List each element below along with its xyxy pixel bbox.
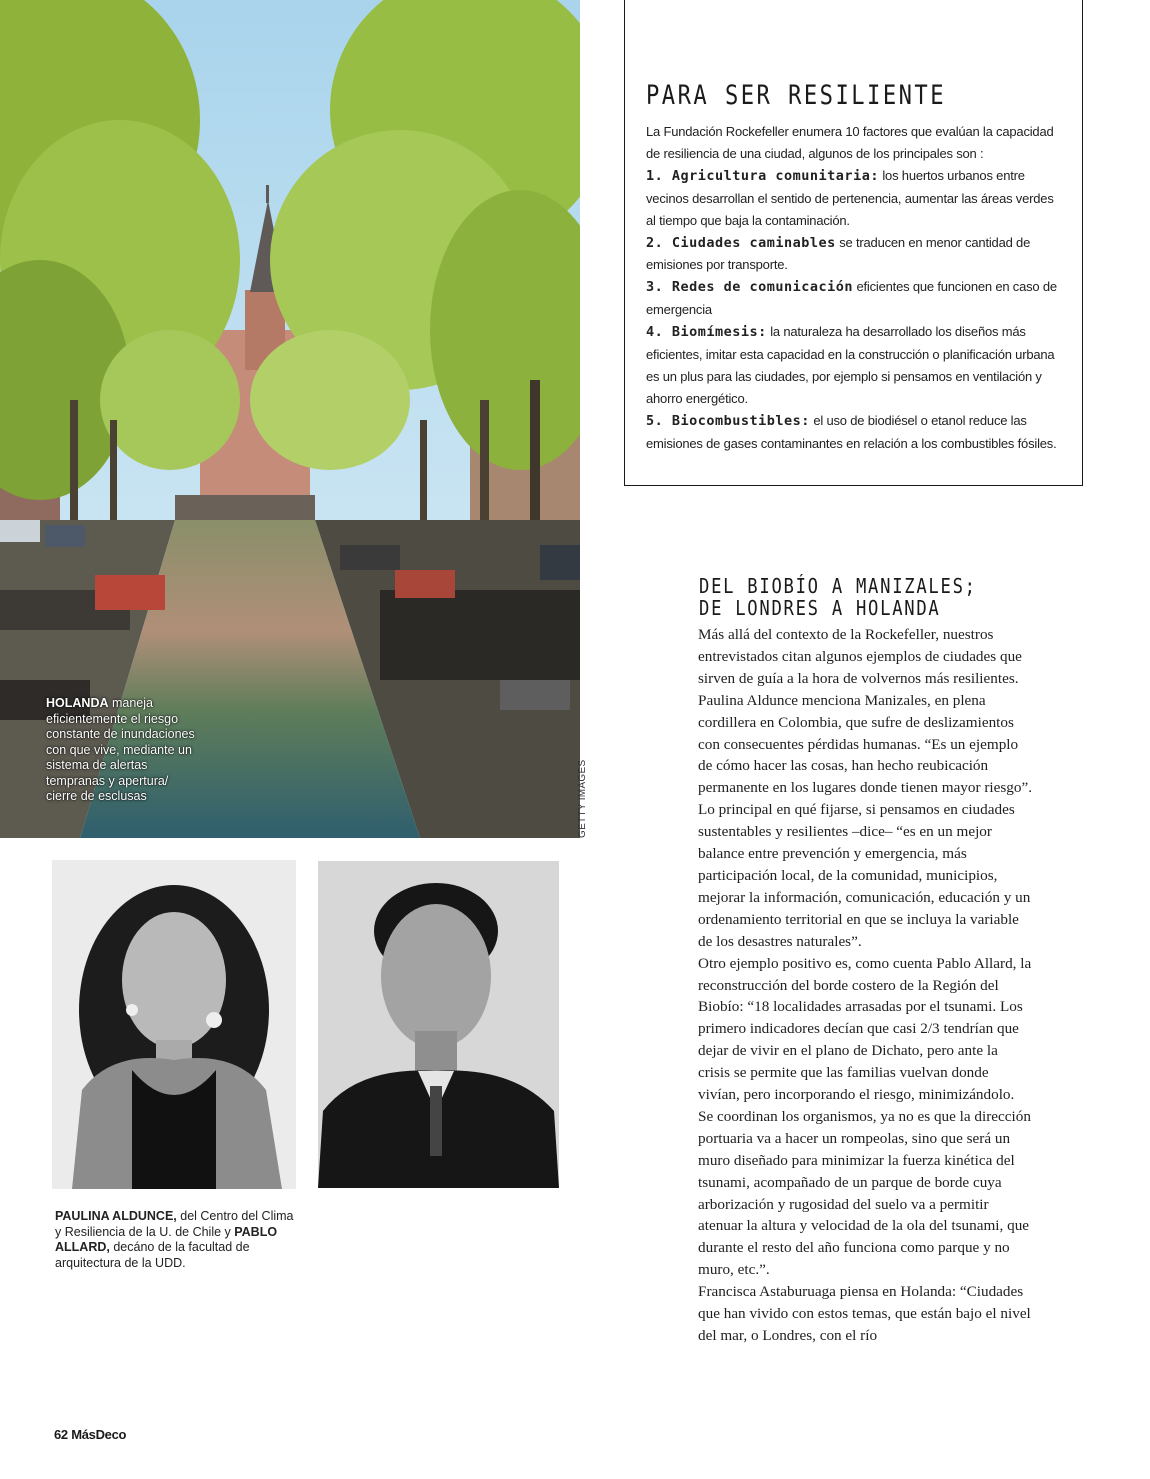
article-paragraph: Otro ejemplo positivo es, como cuenta Pablo Allard, la reconstrucción del borde costero de la Región del Biobío: “18 localidades arrasadas por el tsunami. Los primero indicadores decían que casi 2/3 tendrían que dejar de vivir en el plano de Dichato, pero ante la crisis se permite que las familias vuelvan donde vivían, pero incorporando el riesgo, minimizándolo. Se coordinan los organismos, ya no es que la dirección portuaria va a hacer un rompeolas, sino que será un muro diseñado para minimizar la fuerza kinética del tsunami, acompañado de un parque de borde cuya arborización y rugosidad del suelo va a permitir atenuar la altura y velocidad de la ola del tsunami, que durante el resto del año funciona como parque y no muro, etc.”.	[698, 954, 1032, 1279]
factor-3-text: eficientes que funcionen en caso de emergencia	[646, 279, 1057, 318]
factor-1-text: los huertos urbanos entre vecinos desarrollan el sentido de pertenencia, aumentar las áreas verdes al tiempo que baja la contaminación.	[646, 167, 1054, 228]
article-paragraph: Francisca Astaburuaga piensa en Holanda: “Ciudades que han vivido con estos temas, que están bajo el nivel del mar, o Londres, con el río	[698, 1283, 1031, 1344]
sidebar-intro: La Fundación Rockefeller enumera 10 factores que evalúan la capacidad de resiliencia de una ciudad, algunos de los principales son :	[646, 124, 1054, 161]
portrait-paulina-aldunce	[52, 860, 296, 1189]
factor-5-title: 5. Biocombustibles:	[646, 412, 810, 429]
sidebar-title: PARA SER RESILIENTE	[646, 80, 947, 111]
caption-text: maneja eficientemente el riesgo constante de inundaciones con que vive, mediante un sistema de alertas tempranas y apertura/ cierre de esclusas	[46, 696, 195, 803]
canal-photo-caption	[46, 696, 196, 805]
portrait-pablo-allard	[318, 861, 559, 1188]
article-title-line-1: DEL BIOBÍO A MANIZALES;	[699, 574, 977, 598]
magazine-name: MásDeco	[71, 1427, 127, 1442]
caption-name-aldunce: PAULINA ALDUNCE,	[55, 1209, 177, 1223]
article-title-line-2: DE LONDRES A HOLANDA	[699, 596, 941, 620]
factor-3-title: 3. Redes de comunicación	[646, 279, 854, 296]
factor-4-text: la naturaleza ha desarrollado los diseños más eficientes, imitar esta capacidad en la construcción o planificación urbana es un plus para las ciudades, por ejemplo si pensamos en ventilación y ahorro energético.	[646, 324, 1055, 406]
caption-country: HOLANDA	[46, 696, 109, 710]
factor-5-text: el uso de biodiésel o etanol reduce las emisiones de gases contaminantes en relación a los combustibles fósiles.	[646, 412, 1057, 451]
caption-text-allard: decáno de la facultad de arquitectura de la UDD.	[55, 1240, 250, 1270]
photo-credit: GETTY IMAGES	[577, 759, 588, 838]
article-title	[699, 575, 977, 619]
factor-1-title: 1. Agricultura comunitaria:	[646, 167, 879, 184]
caption-text-aldunce: del Centro del Clima y Resiliencia de la U. de Chile y	[55, 1209, 294, 1239]
factor-2-text: se traducen en menor cantidad de emisiones por transporte.	[646, 234, 1031, 273]
article-body	[698, 624, 1033, 1347]
page-footer	[54, 1427, 126, 1442]
portraits-caption	[55, 1209, 295, 1271]
factor-4-title: 4. Biomímesis:	[646, 324, 767, 341]
page-number: 62	[54, 1427, 68, 1442]
factor-2-title: 2. Ciudades caminables	[646, 234, 836, 251]
sidebar-body	[646, 121, 1064, 455]
article-paragraph: Más allá del contexto de la Rockefeller, nuestros entrevistados citan algunos ejemplos de ciudades que sirven de guía a la hora de volvernos más resilientes. Paulina Aldunce menciona Manizales, en plena cordillera en Colombia, que sufre de deslizamientos con consecuentes pérdidas humanas. “Es un ejemplo de cómo hacer las cosas, han hecho reubicación permanente en los lugares donde tienen mayor riesgo”. Lo principal en qué fijarse, si pensamos en ciudades sustentables y resilientes –dice– “es en un mejor balance entre prevención y emergencia, más participación local, de la comunidad, municipios, mejorar la información, comunicación, educación y un ordenamiento territorial en que se incluya la variable de los desastres naturales”.	[698, 626, 1033, 950]
caption-name-allard: PABLO ALLARD,	[55, 1224, 278, 1254]
